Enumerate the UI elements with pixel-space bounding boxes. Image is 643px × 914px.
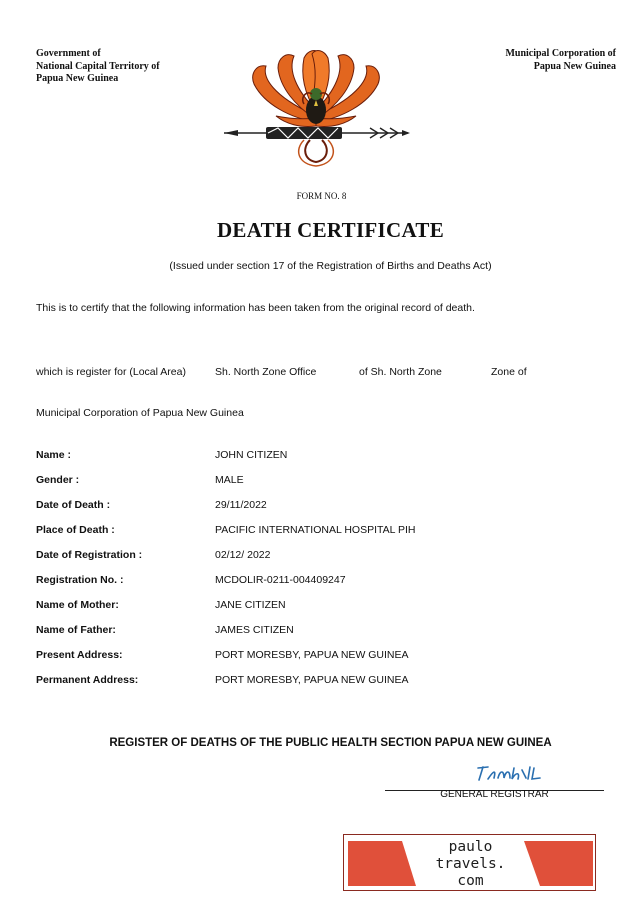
issuer-government [36,48,160,86]
issuer-government-line: Papua New Guinea [36,73,119,84]
field-label-name-of-mother: Name of Mother: [36,599,119,611]
field-label-date-of-death: Date of Death : [36,499,111,511]
field-label-name: Name : [36,449,72,461]
emblem-spear [224,127,410,139]
field-value-gender: MALE [215,474,244,486]
field-value-date-of-death: 29/11/2022 [215,499,267,511]
field-value-name: JOHN CITIZEN [215,449,288,461]
field-value-registration-no: MCDOLIR-0211-004409247 [215,574,346,586]
issuer-government-line: Government of [36,48,101,59]
local-area-office: Sh. North Zone Office [215,366,317,378]
certify-statement: This is to certify that the following information has been taken from the original record of death. [36,302,475,314]
local-area-zone-of: Zone of [491,366,527,378]
local-area-lead: which is register for (Local Area) [36,366,186,378]
register-heading: REGISTER OF DEATHS OF THE PUBLIC HEALTH SECTION PAPUA NEW GUINEA [109,737,552,749]
form-number: FORM NO. 8 [296,191,347,201]
signature-icon [474,762,546,784]
field-value-name-of-father: JAMES CITIZEN [215,624,294,636]
issuer-municipal [505,48,616,73]
field-label-gender: Gender : [36,474,80,486]
watermark-line: travels. [435,856,506,872]
registrar-title: GENERAL REGISTRAR [440,789,549,800]
field-label-name-of-father: Name of Father: [36,624,116,636]
field-label-place-of-death: Place of Death : [36,524,115,536]
page-title: DEATH CERTIFICATE [216,218,445,242]
field-label-permanent-address: Permanent Address: [36,674,139,686]
watermark-text [344,839,596,890]
field-value-name-of-mother: JANE CITIZEN [215,599,286,611]
issuer-government-line: National Capital Territory of [36,60,160,72]
emblem-tail-loops [305,140,327,162]
local-area-zone: of Sh. North Zone [359,366,442,378]
field-value-permanent-address: PORT MORESBY, PAPUA NEW GUINEA [215,674,409,686]
field-value-present-address: PORT MORESBY, PAPUA NEW GUINEA [215,649,409,661]
field-value-date-of-registration: 02/12/ 2022 [215,549,271,561]
watermark-line: com [457,873,484,889]
papua-new-guinea-bird-of-paradise-emblem-icon [220,44,412,172]
subtitle: (Issued under section 17 of the Registration of Births and Deaths Act) [169,260,492,272]
issuer-municipal-line: Municipal Corporation of [505,48,616,59]
watermark-badge [343,834,596,891]
local-area-municipality: Municipal Corporation of Papua New Guinea [36,407,244,419]
field-label-registration-no: Registration No. : [36,574,124,586]
field-label-present-address: Present Address: [36,649,123,661]
issuer-municipal-line: Papua New Guinea [533,60,616,72]
watermark-line: paulo [448,839,493,855]
field-value-place-of-death: PACIFIC INTERNATIONAL HOSPITAL PIH [215,524,416,536]
field-label-date-of-registration: Date of Registration : [36,549,143,561]
